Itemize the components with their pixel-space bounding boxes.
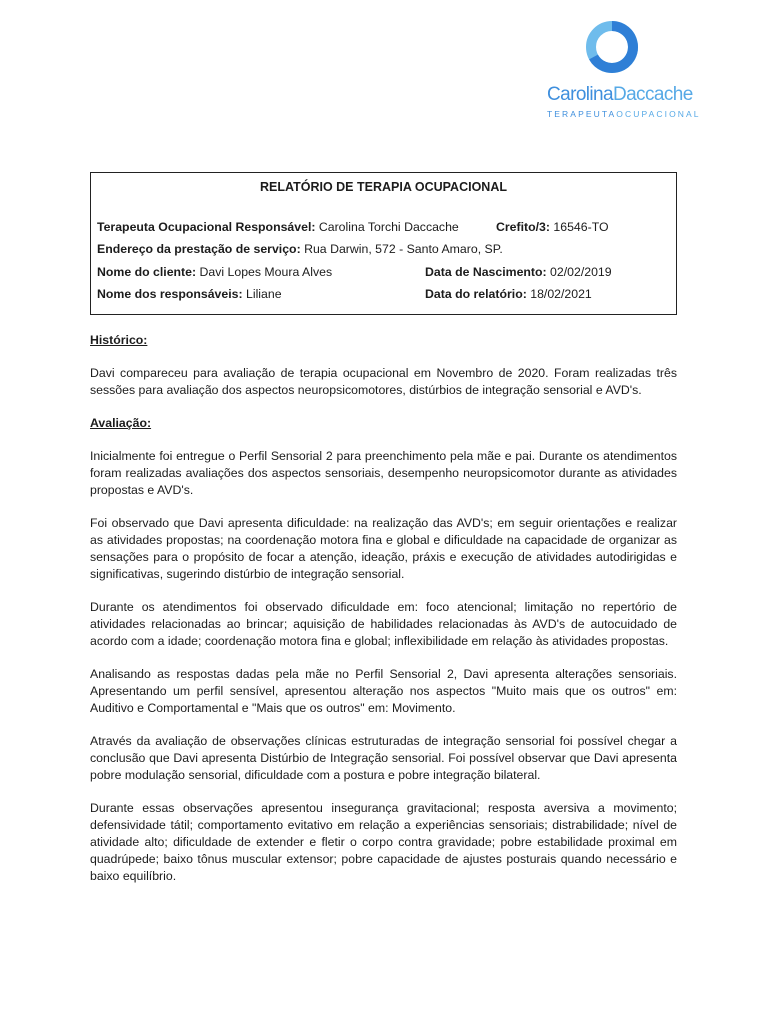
logo-subtitle-first: TERAPEUTA xyxy=(547,109,617,119)
client-label: Nome do cliente: xyxy=(97,265,197,279)
report-date-value: 18/02/2021 xyxy=(526,287,592,301)
logo-name-last: Daccache xyxy=(612,84,693,105)
evaluation-paragraph-4: Analisando as respostas dadas pela mãe no Perfil Sensorial 2, Davi apresenta alterações sensoriais. Apresentando um perfil sensível, apresentou alteração nos aspectos "Muito mais que os outros" em: Auditivo e Comportamental e "Mais que os outros" em: Movimento. xyxy=(90,667,677,715)
report-title: RELATÓRIO DE TERAPIA OCUPACIONAL xyxy=(260,180,507,194)
client-row xyxy=(97,265,332,279)
evaluation-paragraph-6: Durante essas observações apresentou insegurança gravitacional; resposta aversiva a movimento; defensividade tátil; comportamento evitativo em relação a experiências sensoriais; distrabilidade; nível de atividade alto; dificuldade de extender e fletir o corpo contra gravidade; pobre estabilidade proximal em quadrúpede; baixo tônus muscular extensor; pobre capacidade de ajustes posturais quando necessário e baixo equilíbrio. xyxy=(90,801,677,883)
crefito-row xyxy=(496,220,609,234)
guardians-value: Liliane xyxy=(242,287,282,301)
report-date-label: Data do relatório: xyxy=(425,287,527,301)
logo-name-first: Carolina xyxy=(547,84,613,105)
logo-ring-icon xyxy=(585,20,639,74)
guardians-row xyxy=(97,287,282,301)
history-heading: Histórico: xyxy=(90,333,148,347)
history-paragraph: Davi compareceu para avaliação de terapia ocupacional em Novembro de 2020. Foram realizadas três sessões para avaliação dos aspectos neuropsicomotores, distúrbios de integração sensorial e AVD's. xyxy=(90,366,677,397)
birth-row xyxy=(425,265,612,279)
birth-label: Data de Nascimento: xyxy=(425,265,547,279)
evaluation-paragraph-2: Foi observado que Davi apresenta dificuldade: na realização das AVD's; em seguir orientações e realizar as atividades propostas; na coordenação motora fina e global e dificuldade na capacidade de organizar as sensações para o propósito de focar a atenção, ideação, práxis e execução de atividades autodirigidas e significativas, sugerindo distúrbio de integração sensorial. xyxy=(90,516,677,581)
guardians-label: Nome dos responsáveis: xyxy=(97,287,243,301)
therapist-value: Carolina Torchi Daccache xyxy=(315,220,459,234)
crefito-value: 16546-TO xyxy=(549,220,609,234)
evaluation-heading: Avaliação: xyxy=(90,416,152,430)
report-date-row xyxy=(425,287,592,301)
logo-name xyxy=(547,84,693,106)
address-row xyxy=(97,242,503,256)
evaluation-paragraph-3: Durante os atendimentos foi observado dificuldade em: foco atencional; limitação no repertório de atividades relacionadas ao brincar; aquisição de habilidades relacionadas às AVD's de autocuidado de acordo com a idade; coordenação motora fina e global; inflexibilidade em relação às atividades propostas. xyxy=(90,600,677,648)
address-label: Endereço da prestação de serviço: xyxy=(97,242,301,256)
logo-subtitle-second: OCUPACIONAL xyxy=(616,109,701,119)
client-value: Davi Lopes Moura Alves xyxy=(196,265,333,279)
therapist-label: Terapeuta Ocupacional Responsável: xyxy=(97,220,316,234)
evaluation-paragraph-1: Inicialmente foi entregue o Perfil Sensorial 2 para preenchimento pela mãe e pai. Durante os atendimentos foram realizadas avaliações dos aspectos sensoriais, desempenho neuropsicomotor durante as atividades propostas e AVD's. xyxy=(90,449,677,497)
birth-value: 02/02/2019 xyxy=(546,265,612,279)
address-value: Rua Darwin, 572 - Santo Amaro, SP. xyxy=(300,242,503,256)
report-body xyxy=(90,332,677,901)
logo-subtitle xyxy=(547,109,701,119)
therapist-row xyxy=(97,220,459,234)
evaluation-paragraph-5: Através da avaliação de observações clínicas estruturadas de integração sensorial foi possível chegar a conclusão que Davi apresenta Distúrbio de Integração sensorial. Foi possível observar que Davi apresenta pobre modulação sensorial, dificuldade com a postura e pobre integração bilateral. xyxy=(90,734,677,782)
crefito-label: Crefito/3: xyxy=(496,220,550,234)
report-info-box xyxy=(90,172,677,315)
logo xyxy=(545,18,701,128)
